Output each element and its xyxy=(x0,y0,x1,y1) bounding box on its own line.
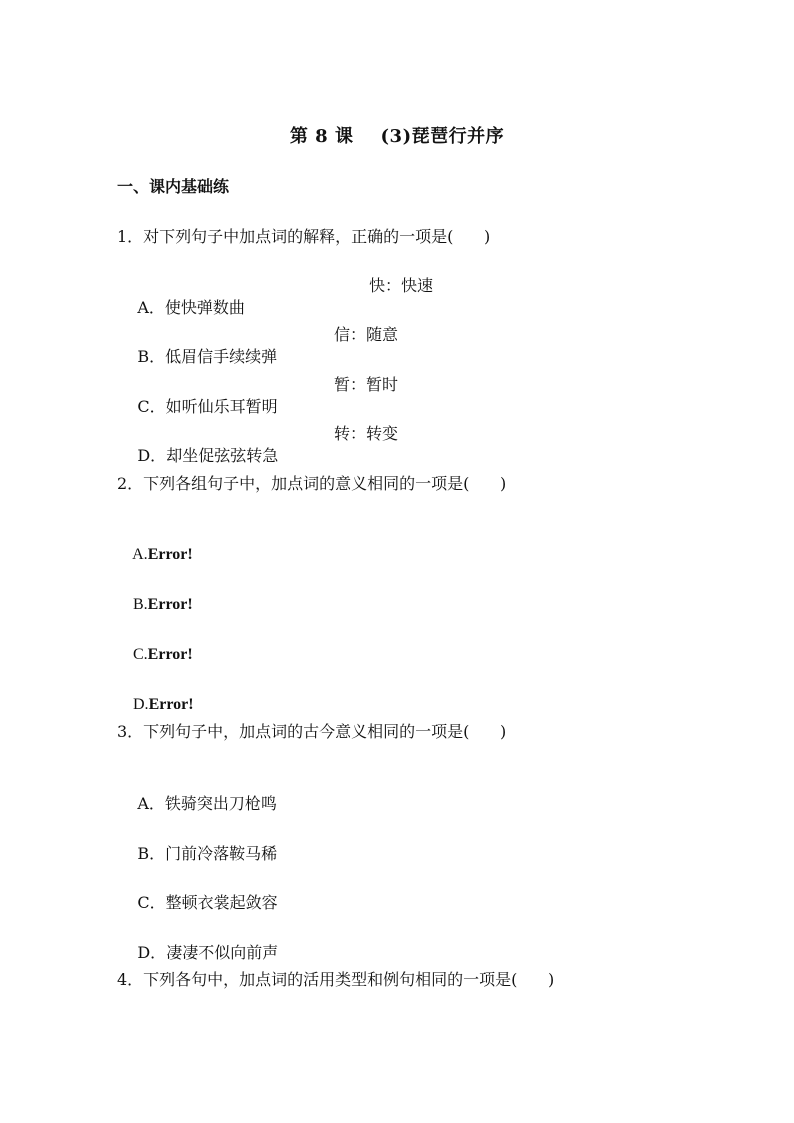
option-label: D. xyxy=(133,696,149,713)
page-title: 第 8 课 (3)琵琶行并序 xyxy=(289,126,505,147)
q1-option-d-gloss: 转：转变 xyxy=(334,424,399,443)
option-label: C． xyxy=(137,893,166,912)
option-label: B. xyxy=(133,596,148,613)
error-text: Error! xyxy=(147,646,193,663)
option-label: A． xyxy=(137,298,165,317)
option-label: D． xyxy=(137,446,167,465)
option-label: D． xyxy=(137,943,167,962)
error-text: Error! xyxy=(147,546,193,563)
option-text: 凄凄不似向前声 xyxy=(166,943,279,962)
question-3-stem: 3．下列句子中，加点词的古今意义相同的一项是( ) xyxy=(117,722,507,741)
option-text: 低眉信手续续弹 xyxy=(165,347,278,366)
option-label: B． xyxy=(137,844,166,863)
option-label: C． xyxy=(137,397,166,416)
question-2-stem: 2．下列各组句子中，加点词的意义相同的一项是( ) xyxy=(117,474,507,493)
option-text: 整顿衣裳起敛容 xyxy=(165,893,278,912)
error-text: Error! xyxy=(147,596,193,613)
option-text: 铁骑突出刀枪鸣 xyxy=(164,794,277,813)
option-text: 门前冷落鞍马稀 xyxy=(165,844,278,863)
q1-option-a-gloss: 快：快速 xyxy=(369,276,434,295)
option-text: 如听仙乐耳暂明 xyxy=(165,397,278,416)
question-1-stem: 1．对下列句子中加点词的解释，正确的一项是( ) xyxy=(117,227,491,246)
option-label: C. xyxy=(133,646,148,663)
section-heading: 一、课内基础练 xyxy=(117,177,230,196)
option-text: 却坐促弦弦转急 xyxy=(166,446,279,465)
option-label: A. xyxy=(132,546,148,563)
option-label: B． xyxy=(137,347,166,366)
option-label: A． xyxy=(137,794,165,813)
error-text: Error! xyxy=(148,696,194,713)
q1-option-b-gloss: 信：随意 xyxy=(334,325,399,344)
question-4-stem: 4．下列各句中，加点词的活用类型和例句相同的一项是( ) xyxy=(117,970,555,989)
q1-option-c-gloss: 暂：暂时 xyxy=(334,375,399,394)
option-text: 使快弹数曲 xyxy=(164,298,245,317)
